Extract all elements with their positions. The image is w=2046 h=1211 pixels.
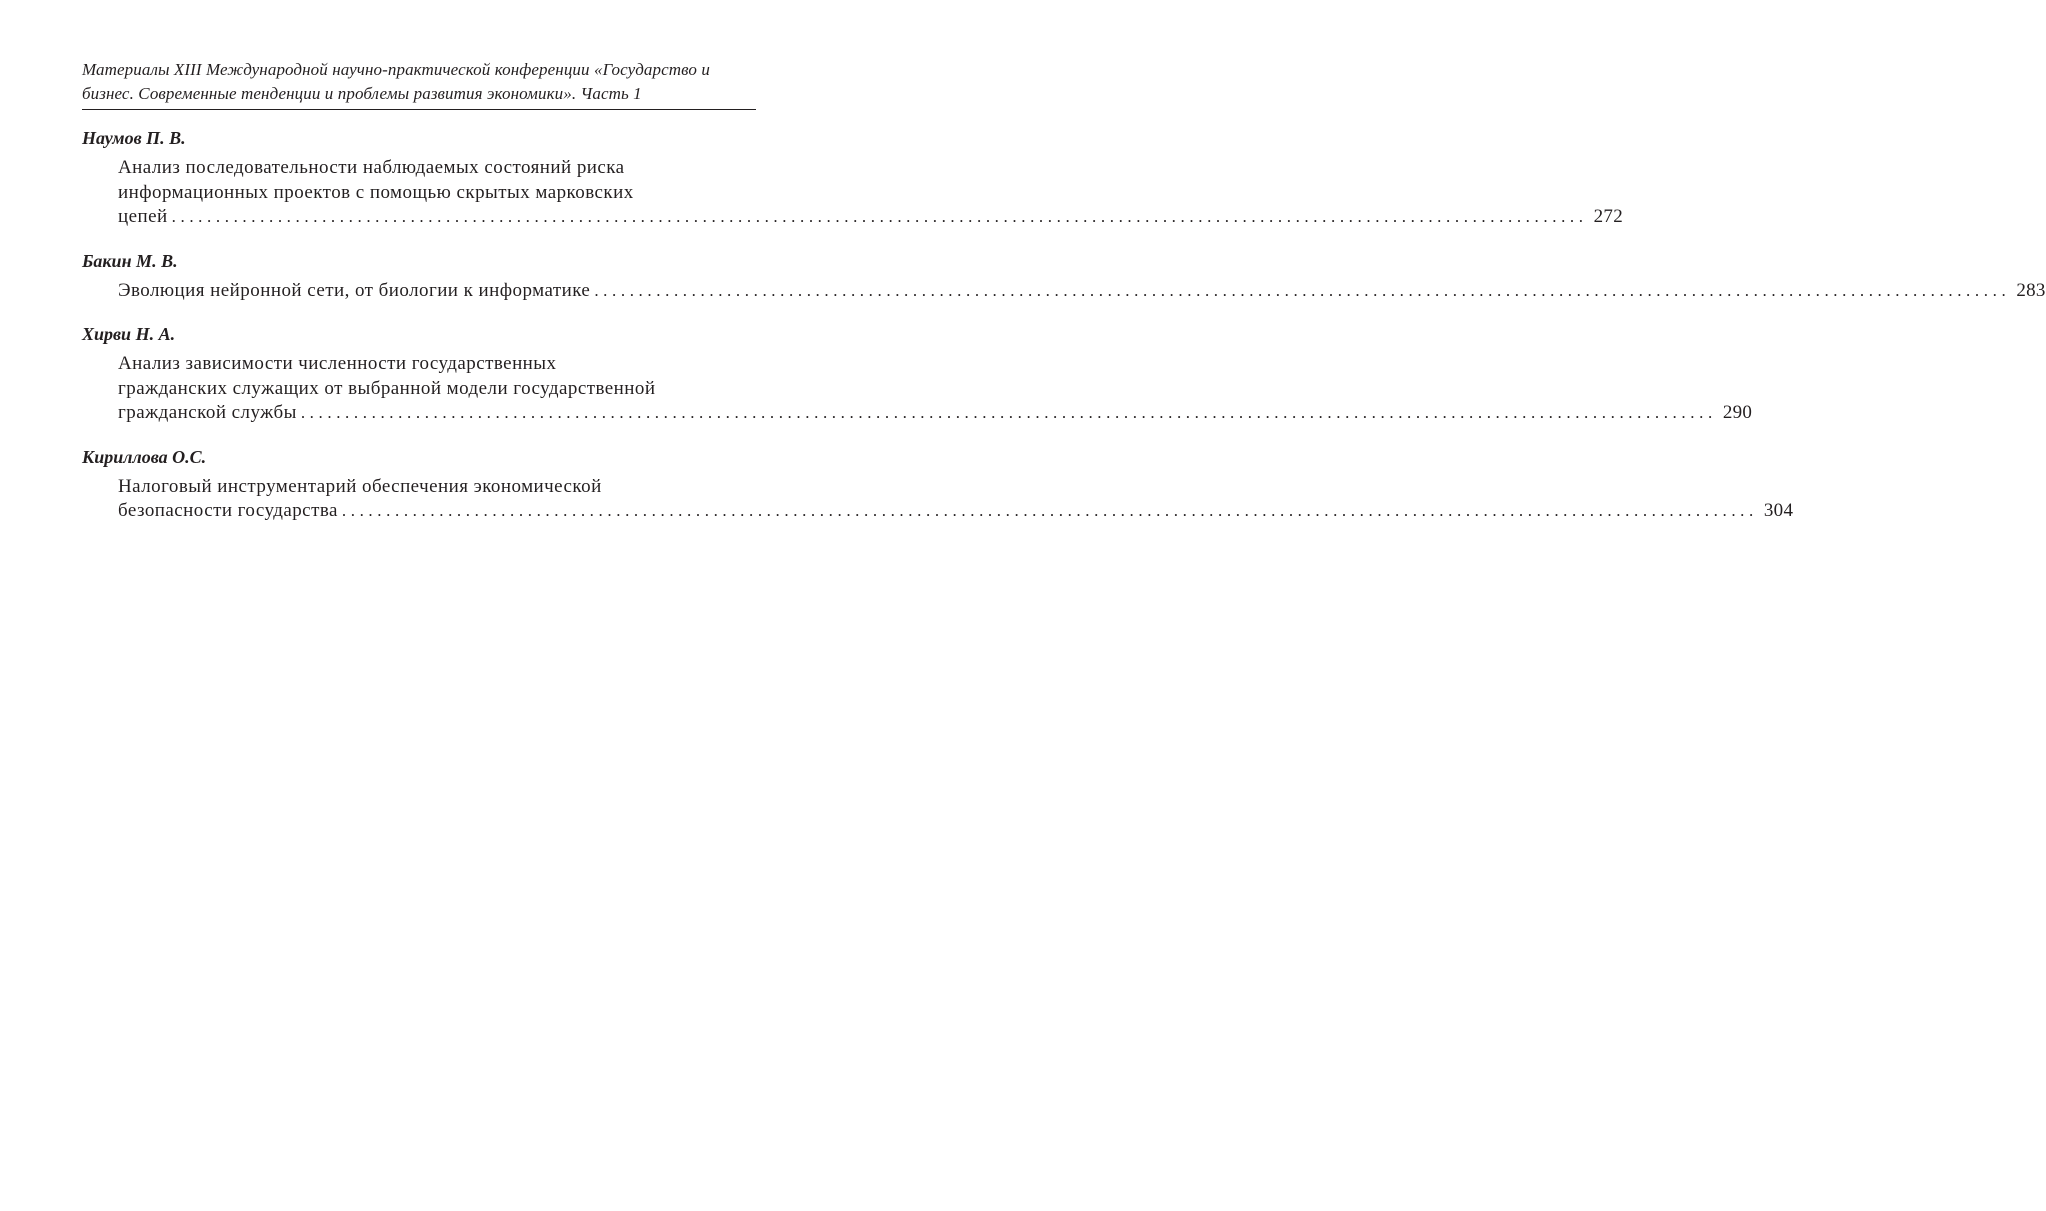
running-header-line: бизнес. Современные тенденции и проблемы развития экономики». Часть 1 bbox=[82, 84, 642, 103]
toc-page-number: 290 bbox=[1722, 402, 1753, 423]
toc-author: Наумов П. В. bbox=[82, 128, 186, 148]
toc-author: Бакин М. В. bbox=[82, 250, 178, 271]
dot-leader: ................................................................................................................................................................ bbox=[341, 501, 1758, 520]
document-page bbox=[82, 58, 2046, 543]
dot-leader: ................................................................................................................................................................ bbox=[171, 207, 1588, 226]
toc-title-line: информационных проектов с помощью скрытых марковских bbox=[118, 181, 634, 203]
toc-title-line: гражданских служащих от выбранной модели государственной bbox=[118, 377, 656, 399]
toc-title-line: Налоговый инструментарий обеспечения экономической bbox=[118, 475, 602, 497]
header-rule bbox=[82, 109, 756, 110]
toc-title-last-line bbox=[118, 401, 1753, 426]
toc-entry bbox=[82, 249, 2046, 304]
toc-entry bbox=[82, 126, 1624, 230]
toc-entry bbox=[82, 322, 1753, 426]
toc-title-last-line bbox=[118, 205, 1624, 230]
toc-title-line: безопасности государства bbox=[118, 500, 338, 521]
running-header bbox=[82, 58, 756, 106]
toc-title bbox=[82, 352, 1753, 426]
running-header-line: Материалы XIII Международной научно-практической конференции «Государство и bbox=[82, 60, 710, 79]
toc-title-line: Эволюция нейронной сети, от биологии к информатике bbox=[118, 279, 591, 301]
toc-page-number: 304 bbox=[1763, 500, 1794, 521]
toc-title-line: гражданской службы bbox=[118, 402, 297, 423]
toc-author: Хирви Н. А. bbox=[82, 324, 176, 344]
dot-leader: ................................................................................................................................................................ bbox=[300, 403, 1717, 422]
dot-leader: ................................................................................................................................................................ bbox=[594, 280, 2011, 300]
toc-title bbox=[82, 279, 2046, 304]
toc-page-number: 283 bbox=[2016, 279, 2046, 301]
toc-title-last-line bbox=[118, 279, 2046, 304]
toc-title-line: Анализ зависимости численности государственных bbox=[118, 353, 557, 374]
toc-page-number: 272 bbox=[1593, 206, 1624, 227]
table-of-contents bbox=[82, 126, 2046, 524]
toc-author: Кириллова О.С. bbox=[82, 446, 207, 467]
toc-title bbox=[82, 156, 1624, 230]
toc-title bbox=[82, 475, 1794, 524]
toc-title-line: Анализ последовательности наблюдаемых состояний риска bbox=[118, 157, 625, 178]
toc-entry bbox=[82, 445, 1794, 524]
toc-title-last-line bbox=[118, 499, 1794, 524]
toc-title-line: цепей bbox=[118, 206, 168, 227]
